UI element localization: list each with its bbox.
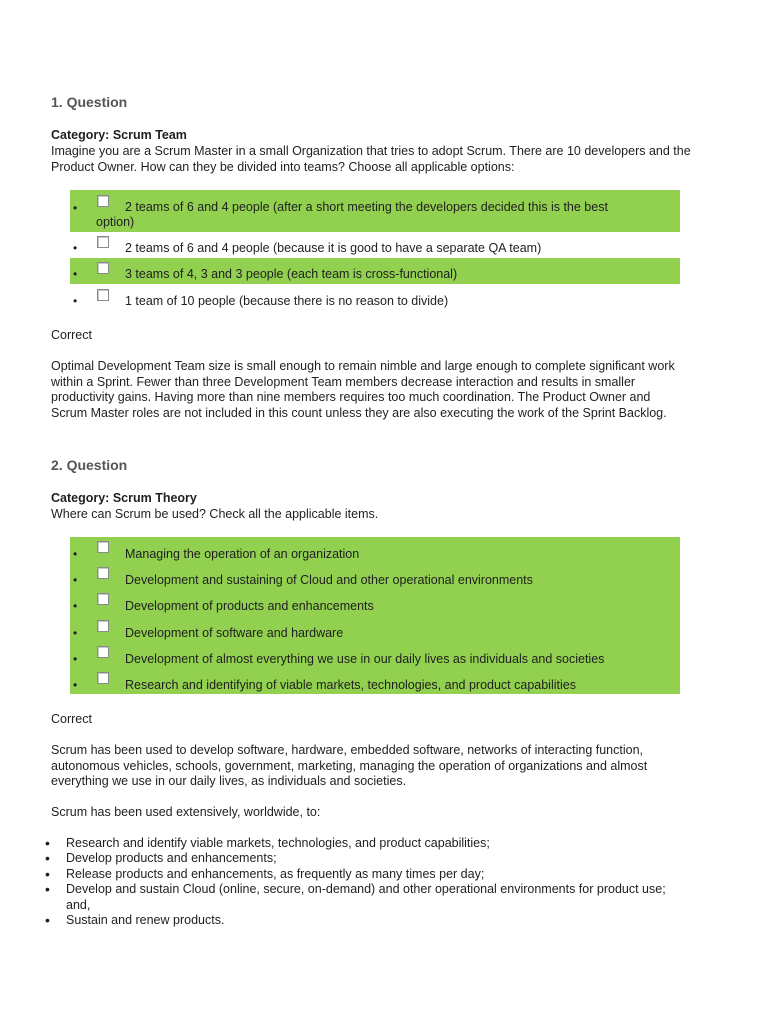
question-1-result: Correct	[51, 328, 92, 342]
list-item-text: Release products and enhancements, as frequently as many times per day;	[66, 867, 485, 881]
option-item	[0, 540, 768, 566]
question-1-explanation: Optimal Development Team size is small enough to remain nimble and large enough to complete significant work within a Sprint. Fewer than three Development Team members decrease interaction and results in smaller productivity gains. Having more than nine members requires too much coordination. The Product Owner and Scrum Master roles are not included in this count unless they are also executing the work of the Sprint Backlog.	[51, 359, 675, 420]
question-2-explanation: Scrum has been used to develop software, hardware, embedded software, networks of interacting function, autonomous vehicles, schools, government, marketing, managing the operation of organizations and almost everything we use in our daily lives, as individuals and societies.	[51, 743, 648, 788]
bullet-icon: •	[73, 652, 78, 666]
option-label: 2 teams of 6 and 4 people (after a short meeting the developers decided this is the best	[125, 200, 608, 214]
option-label: Development of products and enhancements	[125, 599, 374, 613]
bullet-icon: •	[45, 881, 50, 897]
option-item	[0, 190, 768, 232]
list-item-text: Develop and sustain Cloud (online, secure, on-demand) and other operational environments for product use; and,	[66, 882, 666, 912]
checkbox-icon[interactable]	[97, 593, 109, 605]
checkbox-icon[interactable]	[97, 262, 109, 274]
checkbox-icon[interactable]	[97, 236, 109, 248]
bullet-icon: •	[73, 626, 78, 640]
bullet-icon: •	[73, 294, 78, 308]
option-label: 3 teams of 4, 3 and 3 people (each team is cross-functional)	[125, 267, 458, 281]
bullet-icon: •	[73, 547, 78, 561]
option-item	[0, 619, 768, 645]
bullet-icon: •	[45, 850, 50, 866]
bullet-icon: •	[45, 866, 50, 882]
checkbox-icon[interactable]	[97, 567, 109, 579]
question-1-category: Category: Scrum Team	[51, 128, 187, 142]
question-2-category: Category: Scrum Theory	[51, 491, 197, 505]
bullet-icon: •	[73, 678, 78, 692]
option-item	[0, 645, 768, 671]
option-item	[0, 258, 768, 284]
question-1-prompt: Imagine you are a Scrum Master in a small Organization that tries to adopt Scrum. There are 10 developers and the Product Owner. How can they be divided into teams? Choose all applicable options:	[51, 144, 691, 174]
list-item-text: Develop products and enhancements;	[66, 851, 277, 865]
option-item	[0, 566, 768, 592]
bullet-icon: •	[73, 599, 78, 613]
option-label: Development of software and hardware	[125, 626, 344, 640]
option-label: Managing the operation of an organization	[125, 547, 360, 561]
question-2-result: Correct	[51, 712, 92, 726]
option-label: Development and sustaining of Cloud and other operational environments	[125, 573, 533, 587]
bullet-icon: •	[73, 201, 78, 215]
list-item-text: Research and identify viable markets, technologies, and product capabilities;	[66, 836, 490, 850]
option-label: Research and identifying of viable markets, technologies, and product capabilities	[125, 678, 576, 692]
option-label: 1 team of 10 people (because there is no reason to divide)	[125, 294, 449, 308]
option-label: 2 teams of 6 and 4 people (because it is good to have a separate QA team)	[125, 241, 542, 255]
bullet-icon: •	[45, 835, 50, 851]
option-item	[0, 288, 768, 308]
option-label: Development of almost everything we use in our daily lives as individuals and societies	[125, 652, 605, 666]
checkbox-icon[interactable]	[97, 620, 109, 632]
option-item	[0, 236, 768, 256]
bullet-icon: •	[73, 267, 78, 281]
bullet-icon: •	[73, 241, 78, 255]
question-2-prompt: Where can Scrum be used? Check all the applicable items.	[51, 507, 379, 521]
checkbox-icon[interactable]	[97, 541, 109, 553]
bullet-icon: •	[45, 912, 50, 928]
uses-intro: Scrum has been used extensively, worldwide, to:	[51, 805, 321, 819]
bullet-icon: •	[73, 573, 78, 587]
option-label-continued: option)	[96, 215, 135, 229]
question-2-title: 2. Question	[51, 457, 128, 473]
checkbox-icon[interactable]	[97, 195, 109, 207]
question-1-title: 1. Question	[51, 94, 128, 110]
checkbox-icon[interactable]	[97, 646, 109, 658]
list-item-text: Sustain and renew products.	[66, 913, 225, 927]
option-item	[0, 671, 768, 695]
checkbox-icon[interactable]	[97, 289, 109, 301]
checkbox-icon[interactable]	[97, 672, 109, 684]
option-item	[0, 592, 768, 618]
